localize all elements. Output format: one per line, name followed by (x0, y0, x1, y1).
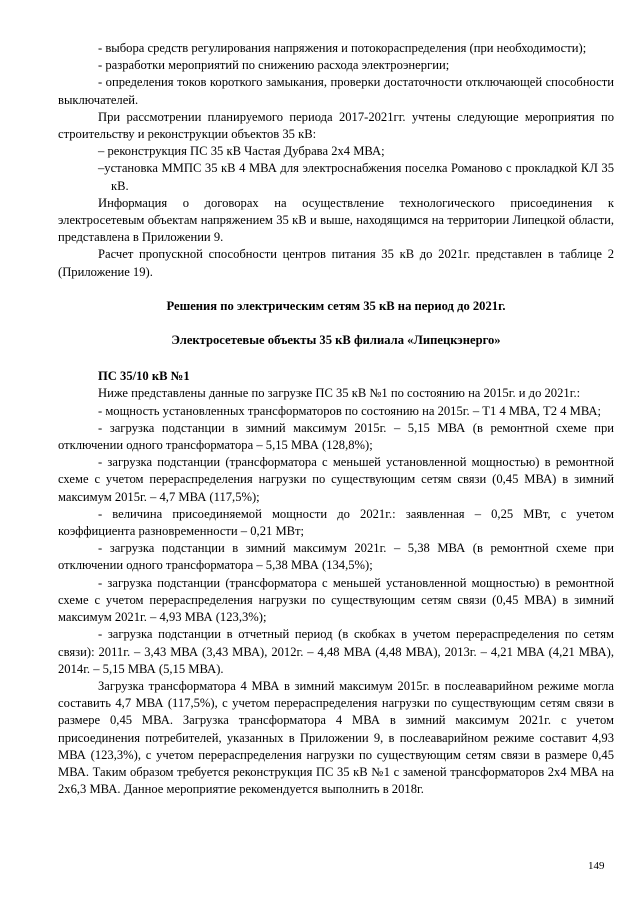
document-body (58, 40, 614, 798)
heading-sub: Электросетевые объекты 35 кВ филиала «Липецкэнерго» (171, 333, 501, 348)
section-paragraph: - загрузка подстанции в зимний максимум 2021г. – 5,38 МВА (в ремонтной схеме при отключении одного трансформатора – 5,38 МВА (134,5%); (58, 541, 614, 573)
paragraph-planned-period: При рассмотрении планируемого периода 2017-2021гг. учтены следующие мероприятия по строительству и реконструкции объектов 35 кВ: (58, 109, 614, 142)
section-paragraph: - мощность установленных трансформаторов по состоянию на 2015г. – Т1 4 МВА, Т2 4 МВА; (98, 403, 602, 418)
paragraph-contracts-info: Информация о договорах на осуществление технологического присоединения к электросетевым объектам напряжением 35 кВ и выше, находящимся на территории Липецкой области, представлена в Приложении 9. (58, 195, 614, 245)
measure-item-installation: –установка ММПС 35 кВ 4 МВА для электроснабжения поселка Романово с прокладкой КЛ 35 кВ. (98, 161, 614, 193)
section-paragraph: - загрузка подстанции в зимний максимум 2015г. – 5,15 МВА (в ремонтной схеме при отключении одного трансформатора – 5,15 МВА (128,8%); (58, 420, 614, 453)
paragraph-capacity-calc: Расчет пропускной способности центров питания 35 кВ до 2021г. представлен в таблице 2 (Приложение 19). (58, 247, 614, 279)
paragraph-voltage-regulation: - выбора средств регулирования напряжения и потокораспределения (при необходимости); (98, 41, 587, 55)
section-title: ПС 35/10 кВ №1 (98, 369, 190, 384)
section-paragraph: - загрузка подстанции в отчетный период (в скобках в учетом перераспределения по сетям связи): 2011г. – 3,43 МВА (3,43 МВА), 2012г. – 4,48 МВА (4,48 МВА), 2013г. – 4,21 МВА (4,21 МВА), 2014г. – 5,15 МВА (5,15 МВА). (58, 627, 614, 676)
section-paragraph: Загрузка трансформатора 4 МВА в зимний максимум 2015г. в послеаварийном режиме могла составить 4,7 МВА (117,5%), с учетом перераспределения нагрузки по существующим сетям связи в размере 0,45 МВА. Загрузка трансформатора 4 МВА в зимний максимум 2021г. с учетом присоединения потребителей, указанных в Приложении 9, в послеаварийном режиме составит 4,93 МВА (123,3%), с учетом перераспределения нагрузки по существующим сетям связи в размере 0,45 МВА. Таким образом требуется реконструкция ПС 35 кВ №1 с заменой трансформаторов 2х4 МВА на 2х6,3 МВА. Данное мероприятие рекомендуется выполнить в 2018г. (58, 678, 614, 797)
heading-main: Решения по электрическим сетям 35 кВ на период до 2021г. (166, 298, 506, 313)
page-number: 149 (588, 860, 605, 872)
section-paragraph: - величина присоединяемой мощности до 2021г.: заявленная – 0,25 МВт, с учетом коэффициента разновременности – 0,21 МВт; (58, 506, 614, 539)
paragraph-energy-saving: - разработки мероприятий по снижению расхода электроэнергии; (98, 58, 450, 73)
measure-item-reconstruction: – реконструкция ПС 35 кВ Частая Дубрава 2х4 МВА; (98, 144, 385, 159)
paragraph-short-circuit: - определения токов короткого замыкания, проверки достаточности отключающей способности выключателей. (58, 75, 614, 107)
section-paragraph: Ниже представлены данные по загрузке ПС 35 кВ №1 по состоянию на 2015г. и до 2021г.: (98, 386, 581, 401)
section-paragraph: - загрузка подстанции (трансформатора с меньшей установленной мощностью) в ремонтной схеме с учетом перераспределения нагрузки по существующим сетям связи (0,45 МВА) в зимний максимум 2015г. – 4,7 МВА (117,5%); (58, 455, 614, 504)
section-paragraph: - загрузка подстанции (трансформатора с меньшей установленной мощностью) в ремонтной схеме с учетом перераспределения нагрузки по существующим сетям связи (0,45 МВА) в зимний максимум 2021г. – 4,93 МВА (123,3%); (58, 575, 614, 625)
